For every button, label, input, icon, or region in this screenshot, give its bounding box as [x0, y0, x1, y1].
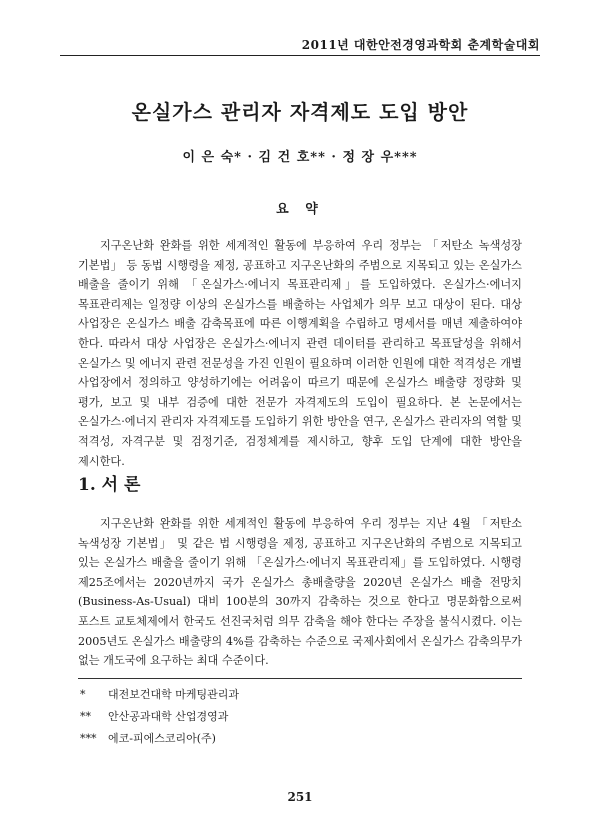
author-list: 이 은 숙* · 김 건 호** · 정 장 우***: [182, 150, 418, 165]
abstract-heading: 요 약: [276, 202, 324, 217]
footnote-mark: **: [80, 710, 91, 723]
footnote-mark: ***: [80, 732, 97, 745]
paper-title: 온실가스 관리자 자격제도 도입 방안: [131, 100, 469, 124]
abstract-body: 지구온난화 완화를 위한 세계적인 활동에 부응하여 우리 정부는 「저탄소 녹색성장 기본법」 등 동법 시행령을 제정, 공표하고 지구온난화의 주범으로 지목되고 있는 온실가스 배출을 줄이기 위해 「온실가스·에너지 목표관리제」를 도입하였다. 온실가스·에너지 목표관리제는 일정량 이상의 온실가스를 배출하는 사업체가 의무 보고 대상이 된다. 대상 사업장은 온실가스 배출 감축목표에 따른 이행계획을 수립하고 명세서를 매년 제출하여야 한다. 따라서 대상 사업장은 온실가스·에너지 관련 데이터를 관리하고 목표달성을 위해서 온실가스 및 에너지 관련 전문성을 가진 인원이 필요하며 이러한 인원에 대한 적격성은 개별 사업장에서 정의하고 양성하기에는 어려움이 따르기 때문에 온실가스 배출량 정량화 및 평가, 보고 및 내부 검증에 대한 전문가 자격제도의 도입이 필요하다. 본 논문에서는 온실가스·에너지 관리자 자격제도를 도입하기 위한 방안을 연구, 온실가스 관리자의 역할 및 적격성, 자격구분 및 검정기준, 검정체계를 제시하고, 향후 도입 단계에 대한 방안을 제시한다.: [78, 239, 522, 468]
section-heading-introduction: 1. 서 론: [78, 475, 141, 495]
footnote-item: [80, 684, 239, 706]
header-rule: [60, 55, 540, 56]
footnote-item: [80, 706, 239, 728]
footnote-item: [80, 728, 239, 750]
introduction-body: 지구온난화 완화를 위한 세계적인 활동에 부응하여 우리 정부는 지난 4월 「저탄소 녹색성장 기본법」 및 같은 법 시행령을 제정, 공표하고 지구온난화의 주범으로 지목되고 있는 온실가스 배출을 줄이기 위해 「온실가스·에너지 목표관리제」를 도입하였다. 시행령 제25조에서는 2020년까지 국가 온실가스 총배출량을 2020년 온실가스 배출 전망치(Business-As-Usual) 대비 100분의 30까지 감축하는 것으로 한다고 명문화함으로써 포스트 교토체제에서 한국도 선진국처럼 의무 감축을 해야 한다는 주장을 불식시켰다. 이는 2005년도 온실가스 배출량의 4%를 감축하는 수준으로 국제사회에서 온실가스 감축의무가 없는 개도국에 요구하는 최대 수준이다.: [78, 517, 522, 668]
footnotes: [80, 684, 239, 750]
footnote-text: 안산공과대학 산업경영과: [108, 710, 229, 723]
footnote-text: 에코-피에스코리아(주): [108, 732, 216, 745]
footnote-mark: *: [80, 688, 86, 701]
footnote-rule: [78, 678, 522, 679]
conference-header: 2011년 대한안전경영과학회 춘계학술대회: [301, 38, 540, 52]
footnote-text: 대전보건대학 마케팅관리과: [108, 688, 240, 701]
page-number: 251: [287, 790, 313, 804]
